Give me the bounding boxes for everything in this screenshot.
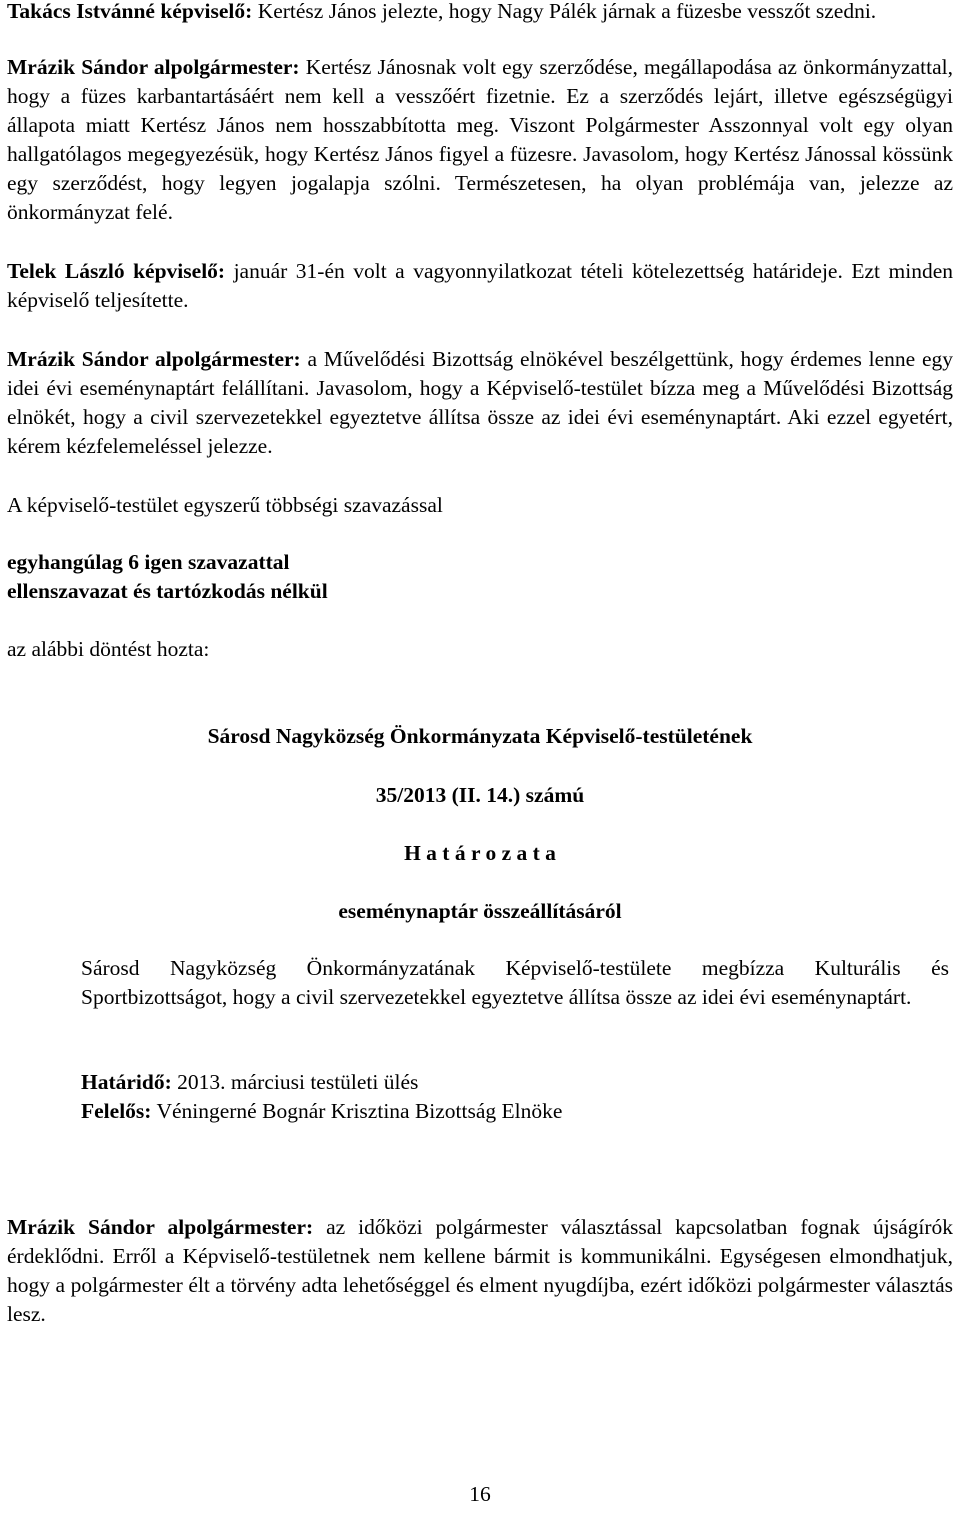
vote-intro: A képviselő-testület egyszerű többségi szavazással [7, 493, 443, 517]
resolution-heading: H a t á r o z a t a [404, 841, 556, 865]
paragraph-mrazik-1 [7, 53, 953, 227]
paragraph-mrazik-3 [7, 1213, 953, 1329]
resolution-text: Sárosd Nagyközség Önkormányzatának Képviselő-testülete megbízza Kulturális és Sportbizottságot, hogy a civil szervezetekkel egyeztetve állítsa össze az idei évi eseménynaptárt. [81, 956, 949, 1009]
speaker-name: Mrázik Sándor alpolgármester: [7, 1215, 314, 1239]
paragraph-mrazik-2 [7, 345, 953, 461]
paragraph-text: Kertész János jelezte, hogy Nagy Pálék járnak a füzesbe vesszőt szedni. [252, 0, 877, 23]
vote-result-line-2: ellenszavazat és tartózkodás nélkül [7, 579, 328, 603]
resolution-responsible: Felelős: Véningerné Bognár Krisztina Bizottság Elnöke [81, 1099, 563, 1123]
vote-outro: az alábbi döntést hozta: [7, 637, 210, 661]
resolution-deadline: Határidő: 2013. márciusi testületi ülés [81, 1070, 419, 1094]
resolution-number: 35/2013 (II. 14.) számú [375, 783, 585, 807]
page-number: 16 [469, 1482, 491, 1506]
speaker-name: Mrázik Sándor alpolgármester: [7, 347, 301, 371]
paragraph-text: a Művelődési Bizottság elnökével beszélgettünk, hogy érdemes lenne egy idei évi eseménynaptárt felállítani. Javasolom, hogy a Képviselő-testület bízza meg a Művelődési Bizottság elnökét, hogy a civil szervezetekkel egyeztetve állítsa össze az idei évi eseménynaptárt. Aki ezzel egyetért, kérem kézfelemeléssel jelezze. [7, 347, 953, 458]
speaker-name: Mrázik Sándor alpolgármester: [7, 55, 300, 79]
resolution-content [7, 954, 953, 1126]
document-page [7, 0, 953, 1329]
resolution-body-name: Sárosd Nagyközség Önkormányzata Képviselő-testületének [207, 724, 753, 748]
paragraph-text: január 31-én volt a vagyonnyilatkozat tételi kötelezettség határideje. Ezt minden képviselő teljesítette. [7, 259, 953, 312]
paragraph-takacs [7, 0, 953, 26]
paragraph-text: az időközi polgármester választással kapcsolatban fognak újságírók érdeklődni. Erről a Képviselő-testületnek nem kellene bármit is kommunikálni. Egységesen elmondhatjuk, hogy a polgármester élt a törvény adta lehetőséggel és elment nyugdíjba, ezért időközi polgármester választás lesz. [7, 1215, 954, 1326]
paragraph-text: Kertész Jánosnak volt egy szerződése, megállapodása az önkormányzattal, hogy a füzes karbantartásáért nem kell a vesszőért fizetnie. Ez a szerződés lejárt, illetve egészségügyi állapota miatt Kertész János nem hosszabbította meg. Viszont Polgármester Asszonnyal volt egy olyan hallgatólagos megegyezésük, hogy Kertész János figyel a füzesre. Javasolom, hogy Kertész Jánossal kössünk egy szerződést, hogy legyen jogalapja szólni. Természetesen, ha olyan problémája van, jelezze az önkormányzat felé. [7, 55, 953, 224]
paragraph-telek [7, 257, 953, 315]
speaker-name: Takács Istvánné képviselő: [7, 0, 253, 23]
vote-result-line-1: egyhangúlag 6 igen szavazattal [7, 550, 290, 574]
speaker-name: Telek László képviselő: [7, 259, 226, 283]
resolution-subject: eseménynaptár összeállításáról [338, 899, 622, 923]
